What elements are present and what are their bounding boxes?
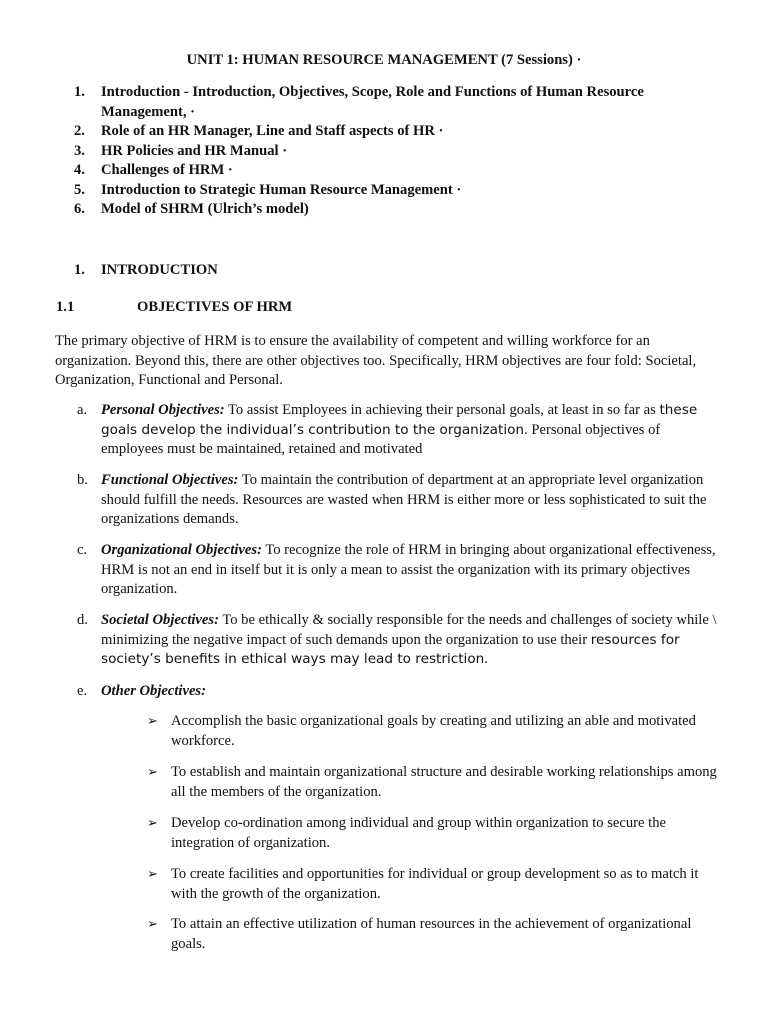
topic-text: Role of an HR Manager, Line and Staff aspects of HR · <box>101 123 444 139</box>
list-item <box>147 763 717 802</box>
list-item-text: To create facilities and opportunities for individual or group development so as to match it with the growth of the organization. <box>171 866 699 902</box>
objective-item-organizational <box>77 541 717 600</box>
objective-term: Other Objectives: <box>101 683 206 699</box>
section-number: 1. <box>74 262 85 278</box>
section-title: INTRODUCTION <box>101 262 218 278</box>
list-item-text: To establish and maintain organizational structure and desirable working relationships among all the members of the organization. <box>171 764 717 800</box>
list-item-text: To attain an effective utilization of human resources in the achievement of organizational goals. <box>171 916 692 952</box>
arrow-bullet-icon: ➢ <box>147 917 158 932</box>
objective-term: Societal Objectives: <box>101 612 219 628</box>
objective-item-functional <box>77 471 717 530</box>
topic-item <box>74 142 714 162</box>
topic-list <box>74 83 714 220</box>
list-item <box>147 814 717 853</box>
objective-text: . Personal objectives of employees must be maintained, retained and motivated <box>101 421 661 457</box>
topic-text: HR Policies and HR Manual · <box>101 142 288 159</box>
objective-body <box>101 682 717 702</box>
topic-number: 3. <box>74 142 85 159</box>
topic-text: Model of SHRM (Ulrich’s model) <box>101 201 309 217</box>
list-item-text: Accomplish the basic organizational goals by creating and utilizing an able and motivated workforce. <box>171 713 696 749</box>
topic-item <box>74 181 714 201</box>
arrow-bullet-icon: ➢ <box>147 714 158 729</box>
objective-letter: c. <box>77 542 88 558</box>
list-item <box>147 865 717 904</box>
section-title: OBJECTIVES OF HRM <box>137 299 293 315</box>
objective-term: Functional Objectives: <box>101 472 239 488</box>
objective-body <box>101 401 717 460</box>
topic-item <box>74 161 714 181</box>
topic-text: Challenges of HRM · <box>101 162 233 178</box>
topic-number: 2. <box>74 123 85 139</box>
objective-letter: e. <box>77 683 88 699</box>
objective-item-personal <box>77 401 717 460</box>
objective-letter: d. <box>77 612 88 628</box>
topic-item <box>74 200 714 220</box>
section-number: 1.1 <box>56 299 75 315</box>
topic-item <box>74 83 714 122</box>
objective-text-highlight: resources for society’s benefits in ethical ways may lead to restriction <box>101 631 680 667</box>
topic-text: Introduction to Strategic Human Resource Management · <box>101 181 462 198</box>
objective-body <box>101 471 717 530</box>
objective-item-societal <box>77 611 717 670</box>
section-heading-introduction <box>74 261 218 281</box>
arrow-bullet-icon: ➢ <box>147 867 158 882</box>
objective-letter: a. <box>77 402 88 418</box>
objective-letter: b. <box>77 472 88 488</box>
topic-number: 6. <box>74 201 85 217</box>
unit-title: UNIT 1: HUMAN RESOURCE MANAGEMENT (7 Sessions) · <box>186 52 582 68</box>
topic-text: Introduction - Introduction, Objectives, Scope, Role and Functions of Human Resource Management, · <box>101 84 644 120</box>
section-heading-objectives <box>56 298 292 318</box>
objective-term: Personal Objectives: <box>101 402 225 418</box>
arrow-bullet-icon: ➢ <box>147 816 158 831</box>
intro-paragraph: The primary objective of HRM is to ensure the availability of competent and willing workforce for an organization. Beyond this, there are other objectives too. Specifically, HRM objectives are four fold: Societal, Organization, Functional and Personal. <box>55 333 697 388</box>
objective-text-highlight: these goals develop the individual’s contribution to the organization <box>101 402 698 438</box>
objective-text: To be ethically & socially responsible for the needs and challenges of society while \ minimizing the negative impact of such demands upon the organization to use their <box>101 612 717 648</box>
objective-text: To recognize the role of HRM in bringing about organizational effectiveness, HRM is not an end in itself but it is only a mean to assist the organization with its primary objectives organization. <box>101 542 716 597</box>
list-item <box>147 712 717 751</box>
objective-body <box>101 611 717 670</box>
objective-body <box>101 541 717 600</box>
objective-text: To assist Employees in achieving their personal goals, at least in so far as <box>224 402 660 418</box>
arrow-bullet-icon: ➢ <box>147 765 158 780</box>
topic-number: 1. <box>74 84 85 100</box>
objective-text: . <box>484 651 488 667</box>
objective-text: To maintain the contribution of department at an appropriate level organization should fulfill the needs. Resources are wasted when HRM is either more or less sophisticated to suit the organizations demands. <box>101 472 707 527</box>
objective-term: Organizational Objectives: <box>101 542 262 558</box>
topic-item <box>74 122 714 142</box>
objective-item-other <box>77 682 717 702</box>
list-item <box>147 915 717 954</box>
topic-number: 5. <box>74 181 85 198</box>
list-item-text: Develop co-ordination among individual and group within organization to secure the integration of organization. <box>171 815 666 851</box>
topic-number: 4. <box>74 162 85 178</box>
